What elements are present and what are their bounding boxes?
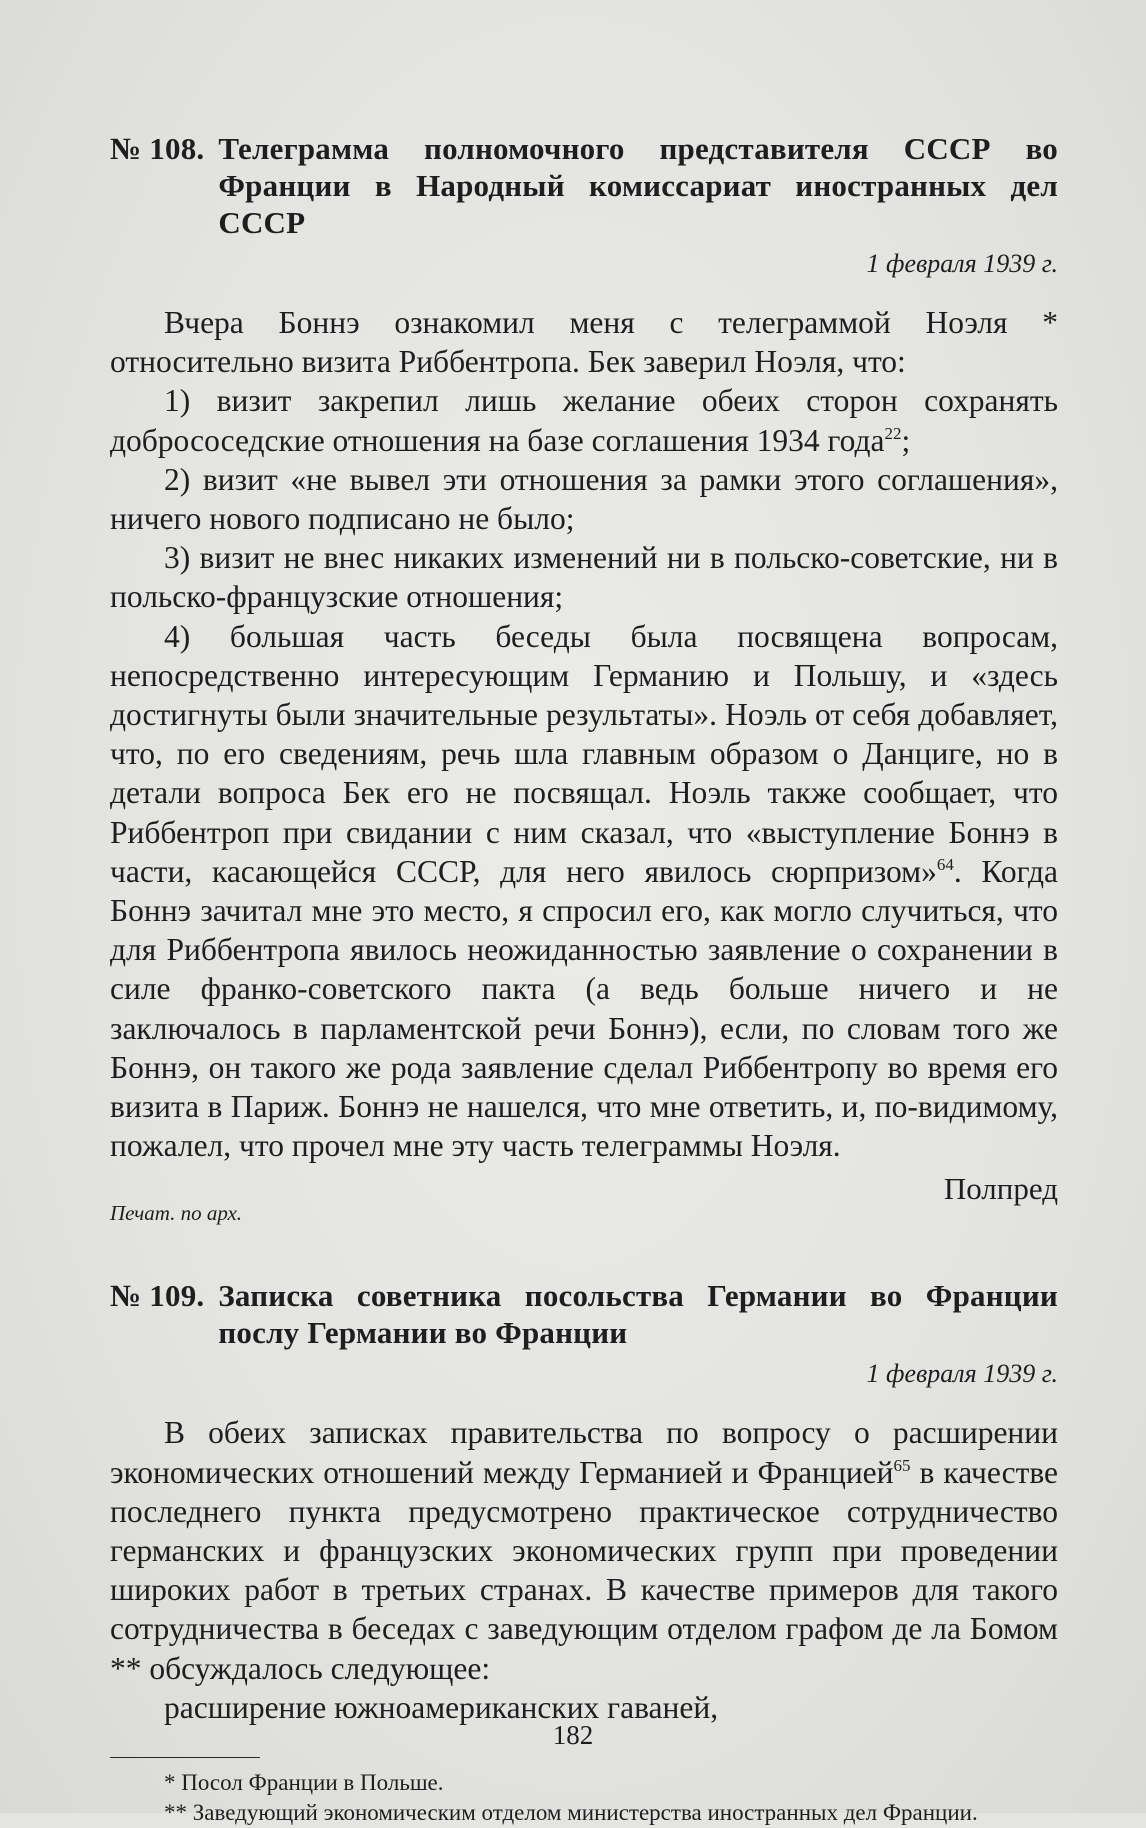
- paragraph: [110, 381, 1058, 459]
- footnote-divider: [110, 1757, 260, 1758]
- document-title: Записка советника посольства Германии во Франции послу Германии во Франции: [218, 1278, 1058, 1351]
- source-note: Печат. по арх.: [110, 1201, 243, 1226]
- signature: Полпред: [943, 1171, 1058, 1207]
- paragraph-text: 4) большая часть беседы была посвящена вопросам, непосредственно интересующим Германию и Польшу, и «здесь достигнуты были значительные результаты». Ноэль от себя добавляет, что, по его сведениям, речь шла главным образом о Данциге, но в детали вопроса Бек его не посвящал. Ноэль также сообщает, что Риббентроп при свидании с ним сказал, что «выступление Боннэ в части, касающейся СССР, для него явилось сюрпризом»: [110, 618, 1058, 889]
- footnote: * Посол Франции в Польше.: [164, 1770, 444, 1796]
- footnote: ** Заведующий экономическим отделом министерства иностранных дел Франции.: [164, 1800, 978, 1826]
- page-number: 182: [552, 1720, 594, 1750]
- document-number: № 108.: [110, 131, 205, 166]
- footnotes: [110, 1768, 1058, 1828]
- document-date: 1 февраля 1939 г.: [866, 1359, 1058, 1389]
- paragraph: Вчера Боннэ ознакомил меня с телеграммой Ноэля * относительно визита Риббентропа. Бек заверил Ноэля, что:: [110, 305, 1058, 380]
- page-content: [110, 130, 1058, 1828]
- document-heading: [110, 1277, 1058, 1351]
- document-date: 1 февраля 1939 г.: [866, 249, 1058, 278]
- document-body: [110, 303, 1058, 1165]
- document-number: № 109.: [110, 1278, 205, 1314]
- paragraph-text: в качестве последнего пункта предусмотрено практическое сотрудничество германских и французских экономических групп при проведении широких работ в третьих странах. В качестве примеров для такого сотрудничества в беседах с заведующим отделом графом де ла Бомом ** обсуждалось следующее:: [110, 1454, 1059, 1686]
- endnote-ref: 64: [936, 854, 954, 874]
- paragraph-text: . Когда Боннэ зачитал мне это место, я спросил его, как могло случиться, что для Риббентропа явилось неожиданностью заявление о сохранении в силе франко-советского пакта (а ведь больше ничего и не заключалось в парламентской речи Боннэ), если, по словам того же Боннэ, он такого же рода заявление сделал Риббентропу во время его визита в Париж. Боннэ не нашелся, что мне ответить, и, по-видимому, пожалел, что прочел мне эту часть телеграммы Ноэля.: [110, 853, 1058, 1164]
- paragraph: [110, 617, 1058, 1166]
- paragraph: 3) визит не внес никаких изменений ни в польско-советские, ни в польско-французские отношения;: [110, 540, 1058, 615]
- document-body: [110, 1413, 1058, 1727]
- paragraph: 2) визит «не вывел эти отношения за рамки этого соглашения», ничего нового подписано не было;: [110, 461, 1058, 537]
- paragraph-text: В обеих записках правительства по вопросу о расширении экономических отношений между Германией и Францией: [110, 1415, 1058, 1490]
- document-heading: [110, 130, 1058, 241]
- paragraph-text: ;: [901, 422, 911, 458]
- document-108: [110, 130, 1058, 1227]
- endnote-ref: 65: [893, 1455, 911, 1475]
- document-109: [110, 1277, 1058, 1727]
- endnote-ref: 22: [884, 423, 902, 443]
- paragraph: [110, 1413, 1058, 1687]
- document-title: Телеграмма полномочного представителя СССР во Франции в Народный комиссариат иностранных дел СССР: [218, 131, 1058, 240]
- paragraph-text: 1) визит закрепил лишь желание обеих сторон сохранять добрососедские отношения на базе соглашения 1934 года: [110, 383, 1058, 458]
- paragraph: расширение южноамериканских гаваней,: [164, 1689, 719, 1725]
